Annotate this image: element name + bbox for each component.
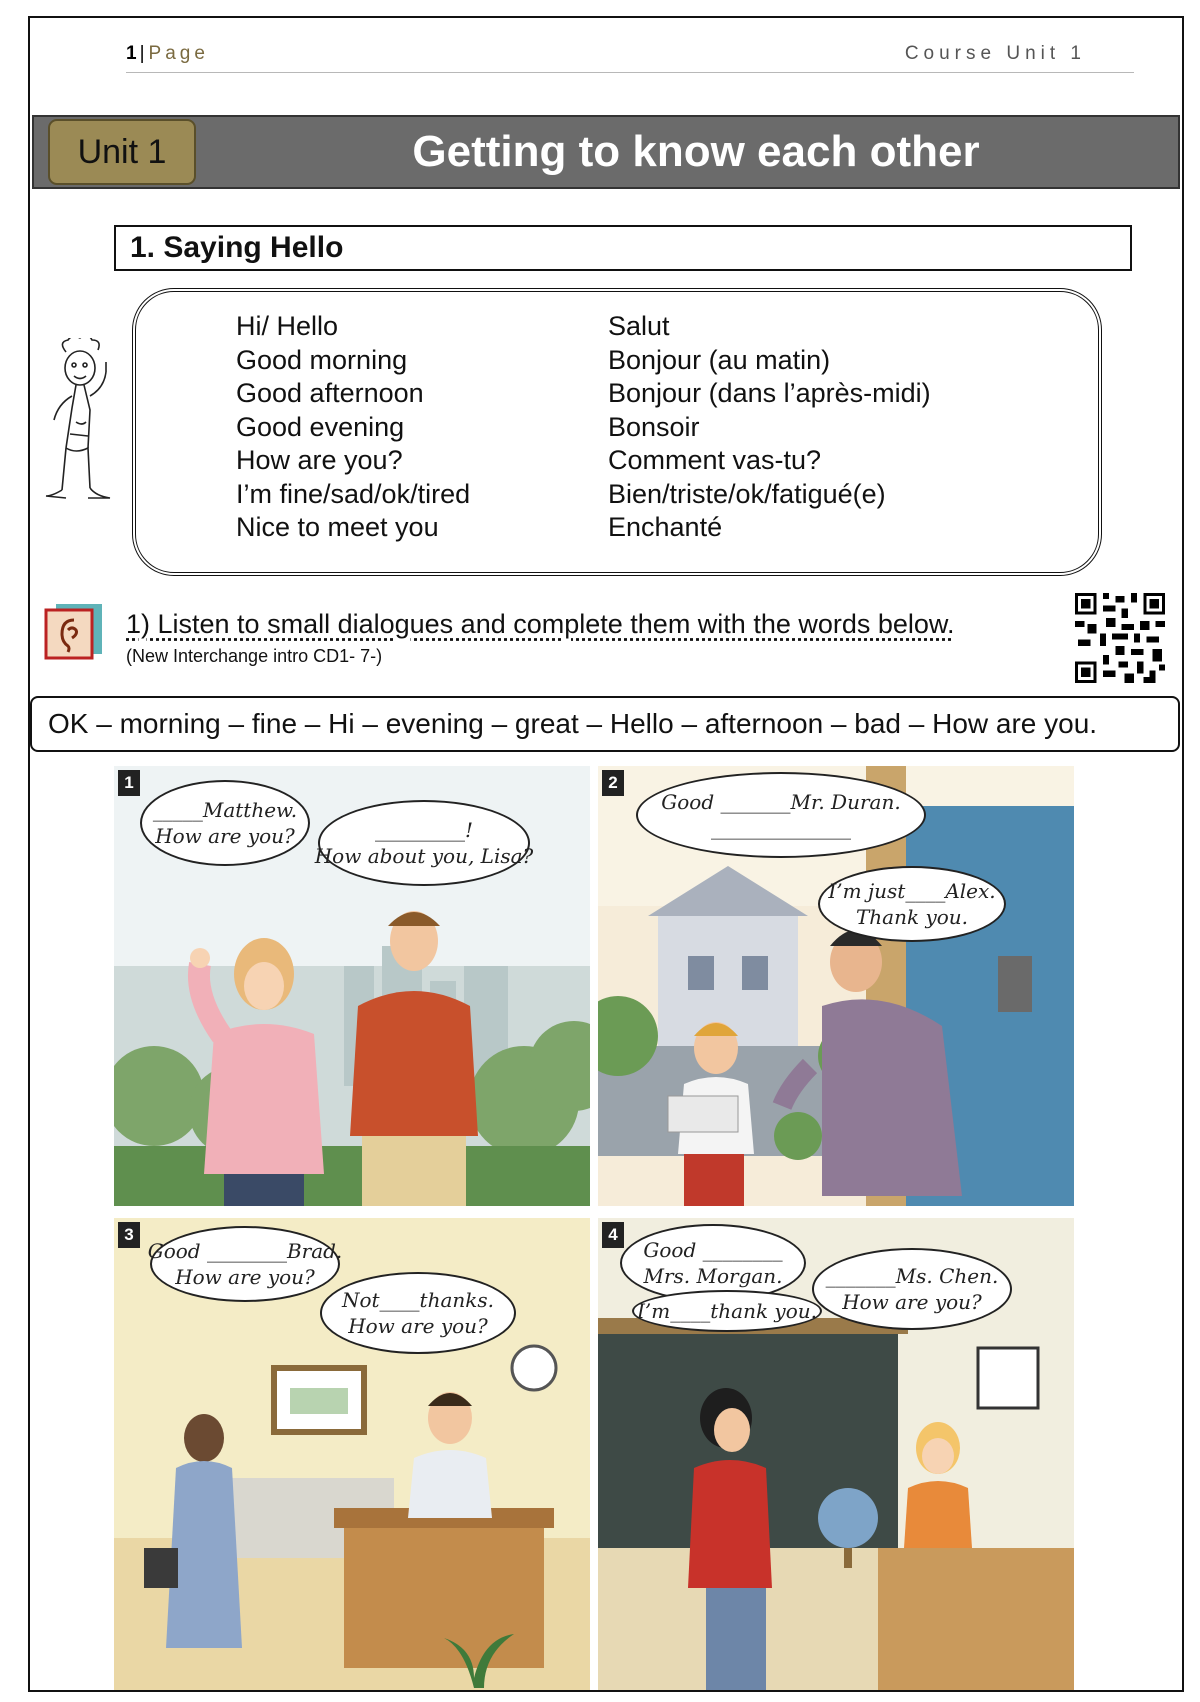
bubble-line: How are you?: [842, 1290, 982, 1314]
bubble-line: _______Ms. Chen.: [825, 1264, 999, 1288]
phrase-en: Hi/ Hello: [236, 311, 339, 341]
panel-number: 4: [602, 1222, 624, 1248]
bubble-line: I’m just____Alex.: [828, 879, 996, 903]
phrase-fr: Bonsoir: [608, 411, 700, 442]
activity-instruction: 1) Listen to small dialogues and complete them with the words below.: [126, 609, 955, 639]
phrase-fr: Bonjour (au matin): [608, 344, 831, 375]
phrase-fr: Salut: [608, 311, 670, 341]
panel-number: 1: [118, 770, 140, 796]
bubble-line: How are you?: [175, 1265, 315, 1289]
page-separator: |: [139, 43, 145, 64]
speech-bubble: [812, 1248, 1012, 1330]
qr-code-icon: [1075, 593, 1165, 683]
vocabulary-box: [132, 288, 1102, 576]
speech-bubble: [632, 1290, 822, 1332]
panel-number: 3: [118, 1222, 140, 1248]
phrase-en: Good evening: [236, 411, 405, 442]
ear-icon: [42, 602, 104, 660]
phrase-fr: Bien/triste/ok/fatigué(e): [608, 478, 886, 509]
phrase-en: Good morning: [236, 344, 408, 375]
page-label: Page: [148, 43, 209, 64]
phrase-fr: Bonjour (dans l’après-midi): [608, 378, 931, 408]
phrase-fr: Enchanté: [608, 512, 723, 542]
phrase-en: I’m fine/sad/ok/tired: [236, 478, 471, 509]
speech-bubble: [140, 780, 310, 866]
page-number-header: [126, 43, 209, 65]
speech-bubble: [320, 1272, 516, 1354]
speech-bubble: [147, 1226, 343, 1302]
bubble-line: Thank you.: [855, 905, 969, 929]
bubble-line: How are you?: [348, 1314, 488, 1338]
dialogue-illustration: [114, 766, 1074, 1692]
phrase-en: Nice to meet you: [236, 512, 439, 542]
bubble-line: Not____thanks.: [341, 1288, 495, 1312]
cartoon-boy-illustration: [36, 338, 128, 516]
phrase-en: Good afternoon: [236, 378, 424, 408]
speech-bubble: [636, 772, 926, 858]
course-label: Course Unit 1: [904, 43, 1086, 64]
bubble-line: Good ________Brad.: [147, 1239, 343, 1263]
french-phrases: [608, 310, 931, 545]
page-number: 1: [126, 43, 137, 64]
bubble-line: Good _______Mr. Duran.: [661, 790, 901, 814]
bubble-line: Mrs. Morgan.: [643, 1264, 783, 1288]
bubble-line: _________!: [374, 818, 474, 842]
speech-bubble: [314, 800, 534, 886]
unit-banner: [32, 115, 1180, 189]
english-phrases: [236, 310, 470, 545]
bubble-line: ______________: [711, 816, 851, 840]
document-page: [28, 16, 1184, 1692]
header-rule: [126, 72, 1134, 73]
panel-2: [598, 766, 1074, 1206]
phrase-fr: Comment vas-tu?: [608, 445, 822, 475]
unit-title: Getting to know each other: [412, 127, 980, 176]
panel-3: [114, 1218, 590, 1692]
bubble-line: Good ________: [643, 1238, 783, 1262]
panel-number: 2: [602, 770, 624, 796]
activity-source: (New Interchange intro CD1- 7-): [126, 646, 383, 666]
section-heading: 1. Saying Hello: [114, 225, 1132, 271]
bubble-line: How are you?: [155, 824, 295, 848]
unit-tab: Unit 1: [48, 119, 196, 185]
bubble-line: How about you, Lisa?: [314, 844, 534, 868]
bubble-line: I’m____thank you.: [637, 1299, 817, 1323]
panel-4: [598, 1218, 1074, 1692]
bubble-line: _____Matthew.: [152, 798, 298, 822]
speech-bubble: [818, 866, 1006, 942]
word-bank: OK – morning – fine – Hi – evening – great – Hello – afternoon – bad – How are you.: [30, 696, 1180, 752]
panel-1: [114, 766, 590, 1206]
phrase-en: How are you?: [236, 445, 403, 475]
